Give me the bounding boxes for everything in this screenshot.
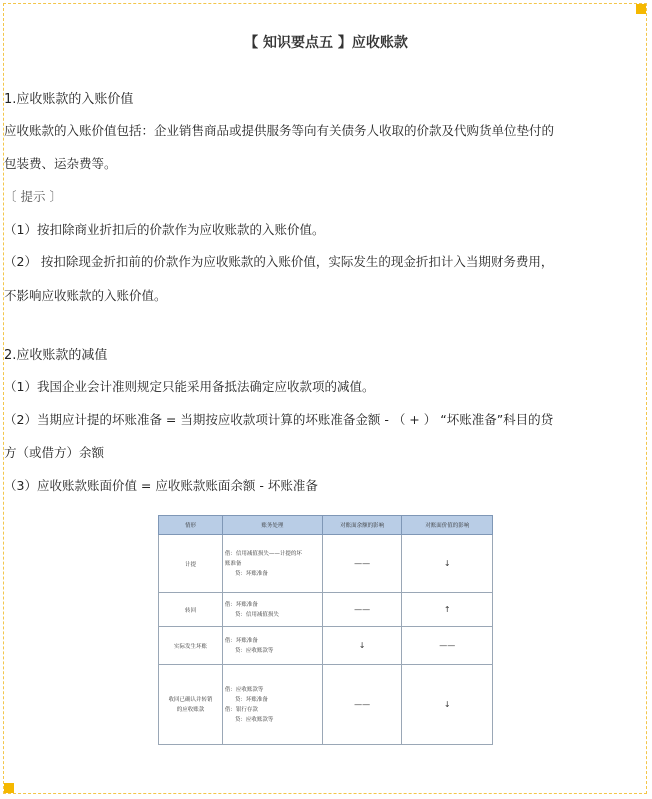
section1-heading: 1.应收账款的入账价值 xyxy=(4,92,134,107)
bad-debt-table xyxy=(158,515,493,745)
case-cell-line: 的应收账款 xyxy=(176,706,205,713)
table-row xyxy=(159,593,493,627)
section2-item2-line1: （2）当期应计提的坏账准备 = 当期按应收款项计算的坏账准备金额 - （ + ） “坏账准备”科目的贷 xyxy=(4,412,554,427)
journal-entry-line: 贷：应收账款等 xyxy=(234,716,274,723)
table-header-cell: 对账面价值的影响 xyxy=(402,516,493,535)
journal-entry-line: 贷：坏账准备 xyxy=(234,696,268,703)
section2-item1: （1）我国企业会计准则规定只能采用备抵法确定应收款项的减值。 xyxy=(4,379,375,394)
section2-item3: （3）应收账款账面价值 = 应收账款账面余额 - 坏账准备 xyxy=(4,478,318,493)
journal-entry-line: 借：坏账准备 xyxy=(224,637,258,644)
journal-entry-line: 借：信用减值损失——计提的坏 xyxy=(224,550,302,557)
case-cell: 计提 xyxy=(159,535,223,593)
table-header-cell: 情形 xyxy=(159,516,223,535)
table-row xyxy=(159,627,493,665)
case-cell-line: 收回已确认并转销 xyxy=(168,696,213,703)
value-effect-cell: ↑ xyxy=(402,593,493,627)
entry-cell xyxy=(222,665,322,745)
balance-effect-cell: —— xyxy=(322,593,402,627)
section1-item2-line2: 不影响应收账款的入账价值。 xyxy=(4,288,167,303)
corner-decoration xyxy=(636,4,646,14)
value-effect-cell: —— xyxy=(402,627,493,665)
tip-label: 〔 提示 〕 xyxy=(4,189,62,204)
balance-effect-cell: —— xyxy=(322,535,402,593)
journal-entry-line: 借：银行存款 xyxy=(224,706,258,713)
journal-entry-line: 借：坏账准备 xyxy=(224,601,258,608)
journal-entry-line: 贷：应收账款等 xyxy=(234,647,274,654)
case-cell xyxy=(159,665,223,745)
entry-cell xyxy=(222,627,322,665)
table-header-cell: 对账面余额的影响 xyxy=(322,516,402,535)
table-header-row xyxy=(159,516,493,535)
case-cell: 转回 xyxy=(159,593,223,627)
corner-decoration xyxy=(4,783,14,793)
value-effect-cell: ↓ xyxy=(402,535,493,593)
table-row xyxy=(159,535,493,593)
section1-paragraph-line2: 包装费、运杂费等。 xyxy=(4,156,117,171)
table-row xyxy=(159,665,493,745)
section1-paragraph-line1: 应收账款的入账价值包括：企业销售商品或提供服务等向有关债务人收取的价款及代购货单位垫付的 xyxy=(4,123,555,138)
section1-item1: （1）按扣除商业折扣后的价款作为应收账款的入账价值。 xyxy=(4,222,325,237)
section2-item2-line2: 方（或借方）余额 xyxy=(4,445,105,460)
table-header-cell: 账务处理 xyxy=(222,516,322,535)
entry-cell xyxy=(222,535,322,593)
journal-entry-line: 借：应收账款等 xyxy=(224,686,264,693)
balance-effect-cell: ↓ xyxy=(322,627,402,665)
entry-cell xyxy=(222,593,322,627)
page-title: 【 知识要点五 】应收账款 xyxy=(244,35,408,51)
journal-entry-line: 账准备 xyxy=(224,560,242,567)
value-effect-cell: ↓ xyxy=(402,665,493,745)
journal-entry-line: 贷：信用减值损失 xyxy=(234,611,279,618)
section1-item2-line1: （2） 按扣除现金折扣前的价款作为应收账款的入账价值，实际发生的现金折扣计入当期财务费用， xyxy=(4,254,554,269)
journal-entry-line: 贷：坏账准备 xyxy=(234,570,268,577)
balance-effect-cell: —— xyxy=(322,665,402,745)
case-cell: 实际发生坏账 xyxy=(159,627,223,665)
section2-heading: 2.应收账款的减值 xyxy=(4,348,108,363)
